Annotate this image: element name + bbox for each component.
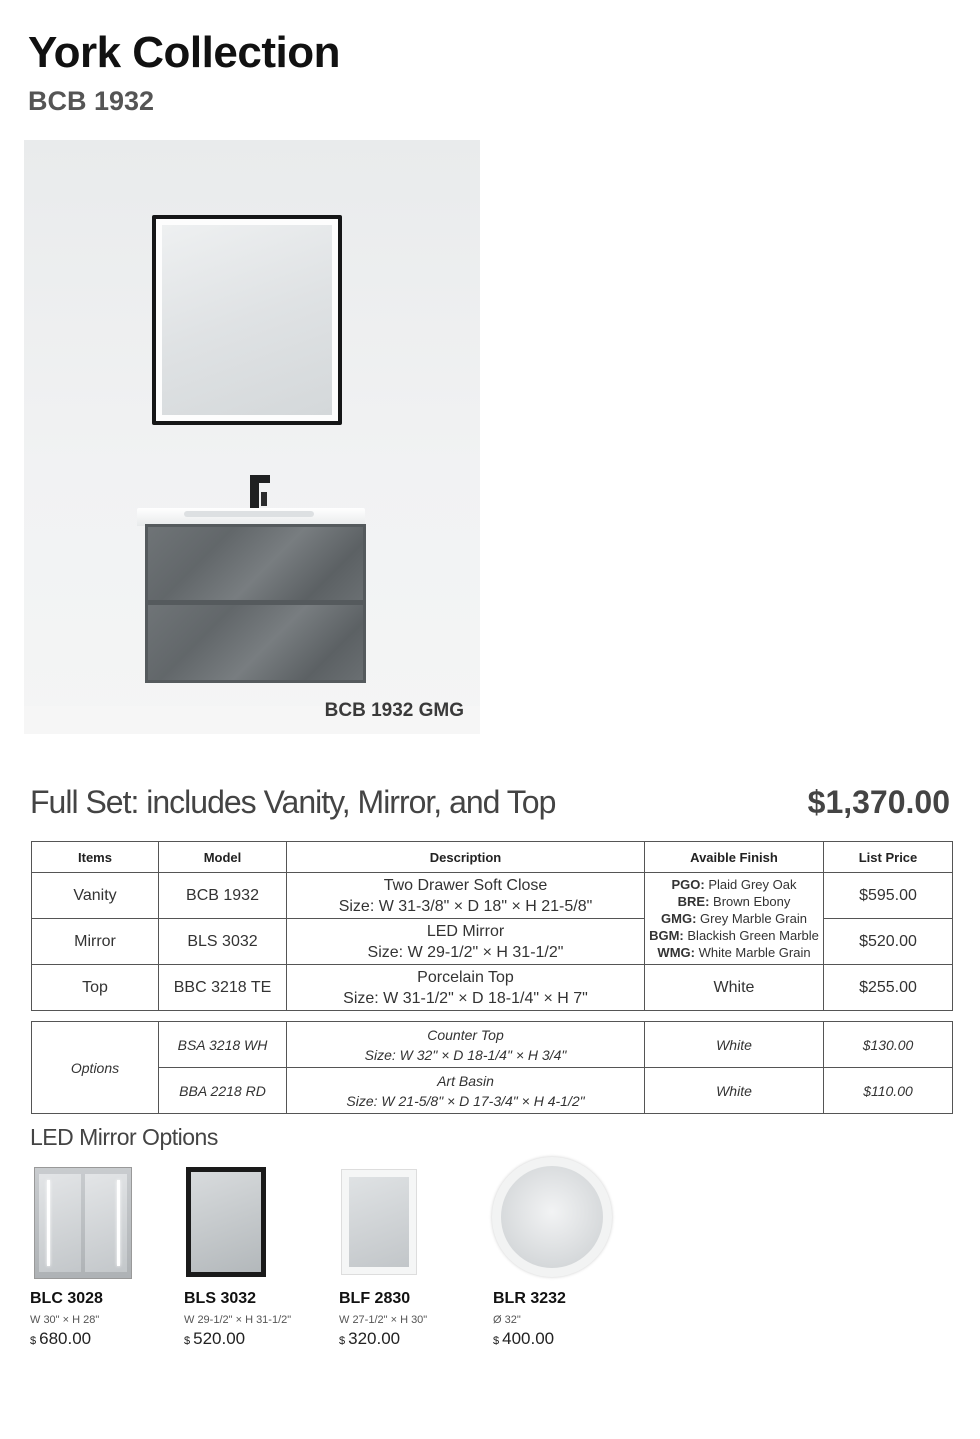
product-card-blf2830 <box>339 1165 489 1348</box>
full-set-price: $1,370.00 <box>807 784 950 820</box>
cabinet-door-right <box>85 1174 127 1272</box>
description-cell <box>287 873 645 919</box>
product-card-blc3028 <box>30 1165 180 1348</box>
model-cell: BLS 3032 <box>159 919 287 965</box>
faucet-spout <box>250 475 270 483</box>
basin <box>184 511 314 517</box>
currency-symbol: $ <box>184 1335 191 1347</box>
description-cell <box>287 1022 645 1068</box>
finish-item: WMG: White Marble Grain <box>657 945 811 960</box>
page-title: York Collection <box>28 28 340 77</box>
product-dimensions: W 29-1/2" × H 31-1/2" <box>184 1314 292 1326</box>
model-cell: BCB 1932 <box>159 873 287 919</box>
description-size: Size: W 31-1/2" × D 18-1/4" × H 7" <box>343 989 588 1007</box>
description-title: Art Basin <box>437 1072 494 1089</box>
currency-symbol: $ <box>339 1335 346 1347</box>
model-cell: BBA 2218 RD <box>159 1068 287 1114</box>
product-price <box>339 1329 400 1349</box>
finish-list <box>645 873 824 965</box>
description-size: Size: W 31-3/8" × D 18" × H 21-5/8" <box>338 897 593 915</box>
product-card-blr3232 <box>490 1165 640 1348</box>
price-cell: $255.00 <box>824 965 953 1011</box>
finish-cell: White <box>645 1068 824 1114</box>
faucet-handle <box>261 492 267 506</box>
product-dimensions: W 30" × H 28" <box>30 1314 100 1326</box>
description-title: Counter Top <box>427 1026 504 1043</box>
header-items: Items <box>32 842 159 873</box>
mirror-glass <box>349 1177 409 1267</box>
options-label: Options <box>32 1022 159 1114</box>
mirror-frame <box>341 1169 417 1275</box>
full-set-label: Full Set: includes Vanity, Mirror, and Top <box>30 784 556 820</box>
upper-drawer <box>148 527 363 600</box>
product-price <box>493 1329 554 1349</box>
product-name: BLF 2830 <box>339 1290 411 1307</box>
price-value: 320.00 <box>348 1329 401 1348</box>
finish-item: GMG: Grey Marble Grain <box>661 911 807 926</box>
pricing-table <box>31 841 953 1011</box>
price-cell: $130.00 <box>824 1022 953 1068</box>
price-value: 680.00 <box>39 1329 92 1348</box>
led-strip <box>117 1180 120 1266</box>
finish-cell: White <box>645 1022 824 1068</box>
item-cell: Mirror <box>32 919 159 965</box>
description-title: Two Drawer Soft Close <box>383 876 548 894</box>
cabinet-door-left <box>39 1174 81 1272</box>
header-description: Description <box>287 842 645 873</box>
round-mirror-image <box>490 1165 640 1277</box>
cabinet-body <box>34 1167 132 1279</box>
black-frame-mirror-image <box>184 1165 334 1277</box>
product-price <box>184 1329 245 1349</box>
description-size: Size: W 29-1/2" × H 31-1/2" <box>367 943 564 961</box>
product-name: BLS 3032 <box>184 1290 257 1307</box>
item-cell: Vanity <box>32 873 159 919</box>
led-mirror-options-title: LED Mirror Options <box>30 1124 218 1150</box>
header-finish: Avaible Finish <box>645 842 824 873</box>
item-cell: Top <box>32 965 159 1011</box>
table-header-row <box>32 842 953 873</box>
description-cell <box>287 919 645 965</box>
finish-item: BRE: Brown Ebony <box>677 894 791 909</box>
description-cell <box>287 1068 645 1114</box>
header-model: Model <box>159 842 287 873</box>
mirror-glass <box>162 225 332 415</box>
currency-symbol: $ <box>30 1335 37 1347</box>
vanity-cabinet <box>145 524 366 683</box>
product-dimensions: W 27-1/2" × H 30" <box>339 1314 428 1326</box>
finish-item: BGM: Blackish Green Marble <box>649 928 819 943</box>
product-price <box>30 1329 91 1349</box>
description-cell <box>287 965 645 1011</box>
product-card-bls3032 <box>184 1165 334 1348</box>
mirror-frame <box>186 1167 266 1277</box>
frameless-mirror-image <box>339 1165 489 1277</box>
description-title: LED Mirror <box>426 922 505 940</box>
price-cell: $110.00 <box>824 1068 953 1114</box>
medicine-cabinet-image <box>30 1165 180 1277</box>
finish-cell: White <box>645 965 824 1011</box>
product-dimensions: Ø 32" <box>493 1314 521 1326</box>
table-row <box>32 965 953 1011</box>
options-table <box>31 1021 953 1114</box>
table-row <box>32 1022 953 1068</box>
description-size: Size: W 32" × D 18-1/4" × H 3/4" <box>364 1046 567 1063</box>
finish-item: PGO: Plaid Grey Oak <box>671 877 797 892</box>
header-list-price: List Price <box>824 842 953 873</box>
mirror-glass <box>501 1166 603 1268</box>
led-mirror-image <box>152 215 342 425</box>
product-hero-image <box>24 140 480 734</box>
description-size: Size: W 21-5/8" × D 17-3/4" × H 4-1/2" <box>346 1092 585 1109</box>
table-row <box>32 873 953 919</box>
mirror-frame <box>492 1157 612 1277</box>
model-cell: BBC 3218 TE <box>159 965 287 1011</box>
price-cell: $520.00 <box>824 919 953 965</box>
lower-drawer <box>148 605 363 680</box>
table-row <box>32 1068 953 1114</box>
model-cell: BSA 3218 WH <box>159 1022 287 1068</box>
price-value: 520.00 <box>193 1329 246 1348</box>
description-title: Porcelain Top <box>417 968 514 986</box>
page-subtitle: BCB 1932 <box>28 86 155 116</box>
price-value: 400.00 <box>502 1329 555 1348</box>
led-strip <box>47 1180 50 1266</box>
hero-caption: BCB 1932 GMG <box>324 700 464 721</box>
mirror-glass <box>191 1172 261 1272</box>
currency-symbol: $ <box>493 1335 500 1347</box>
price-cell: $595.00 <box>824 873 953 919</box>
product-name: BLR 3232 <box>493 1290 566 1307</box>
product-name: BLC 3028 <box>30 1290 103 1307</box>
